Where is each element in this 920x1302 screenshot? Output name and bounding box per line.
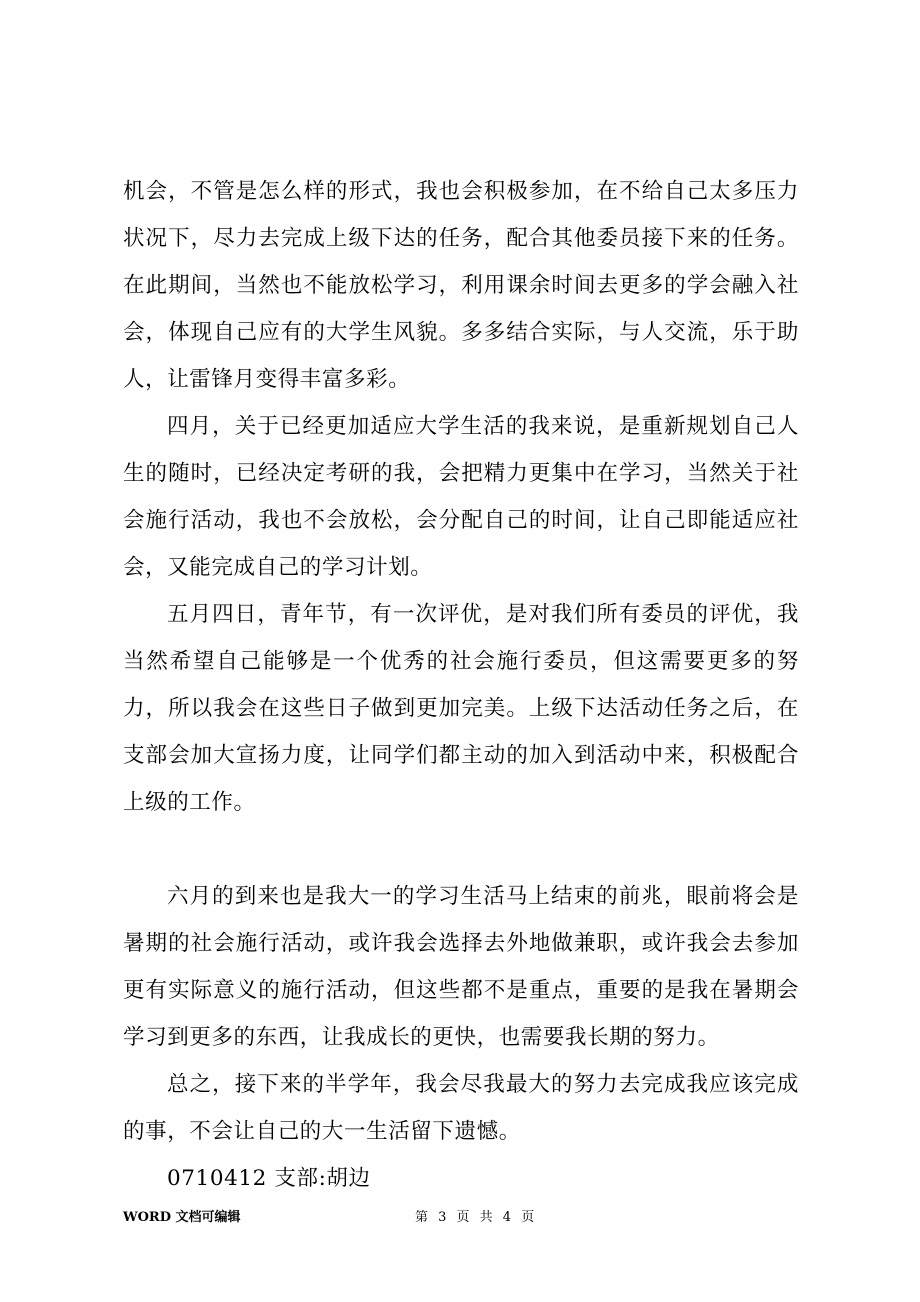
paragraph-continued: 机会，不管是怎么样的形式，我也会积极参加，在不给自己太多压力状况下，尽力去完成上级下达的任务，配合其他委员接下来的任务。在此期间，当然也不能放松学习，利用课余时间去更多的学会融入社会，体现自己应有的大学生风貌。多多结合实际，与人交流，乐于助人，让雷锋月变得丰富多彩。 — [123, 179, 799, 392]
signature-line: 0710412 支部:胡边 — [167, 1166, 371, 1191]
footer-page-number: 第 3 页 共 4 页 — [415, 1210, 538, 1225]
document-body — [123, 168, 799, 1202]
paragraph-may: 五月四日，青年节，有一次评优，是对我们所有委员的评优，我当然希望自己能够是一个优秀的社会施行委员，但这需要更多的努力，所以我会在这些日子做到更加完美。上级下达活动任务之后，在支部会加大宣扬力度，让同学们都主动的加入到活动中来，积极配合上级的工作。 — [123, 602, 799, 815]
paragraph-june: 六月的到来也是我大一的学习生活马上结束的前兆，眼前将会是暑期的社会施行活动，或许我会选择去外地做兼职，或许我会去参加更有实际意义的施行活动，但这些都不是重点，重要的是我在暑期会学习到更多的东西，让我成长的更快，也需要我长期的努力。 — [123, 884, 799, 1050]
paragraph-conclusion: 总之，接下来的半学年，我会尽我最大的努力去完成我应该完成的事，不会让自己的大一生活留下遗憾。 — [123, 1072, 799, 1144]
paragraph-april: 四月，关于已经更加适应大学生活的我来说，是重新规划自己人生的随时，已经决定考研的我，会把精力更集中在学习，当然关于社会施行活动，我也不会放松，会分配自己的时间，让自己即能适应社会，又能完成自己的学习计划。 — [123, 414, 799, 580]
page-footer — [0, 1206, 920, 1226]
footer-editable-note: WORD 文档可编辑 — [123, 1210, 241, 1225]
